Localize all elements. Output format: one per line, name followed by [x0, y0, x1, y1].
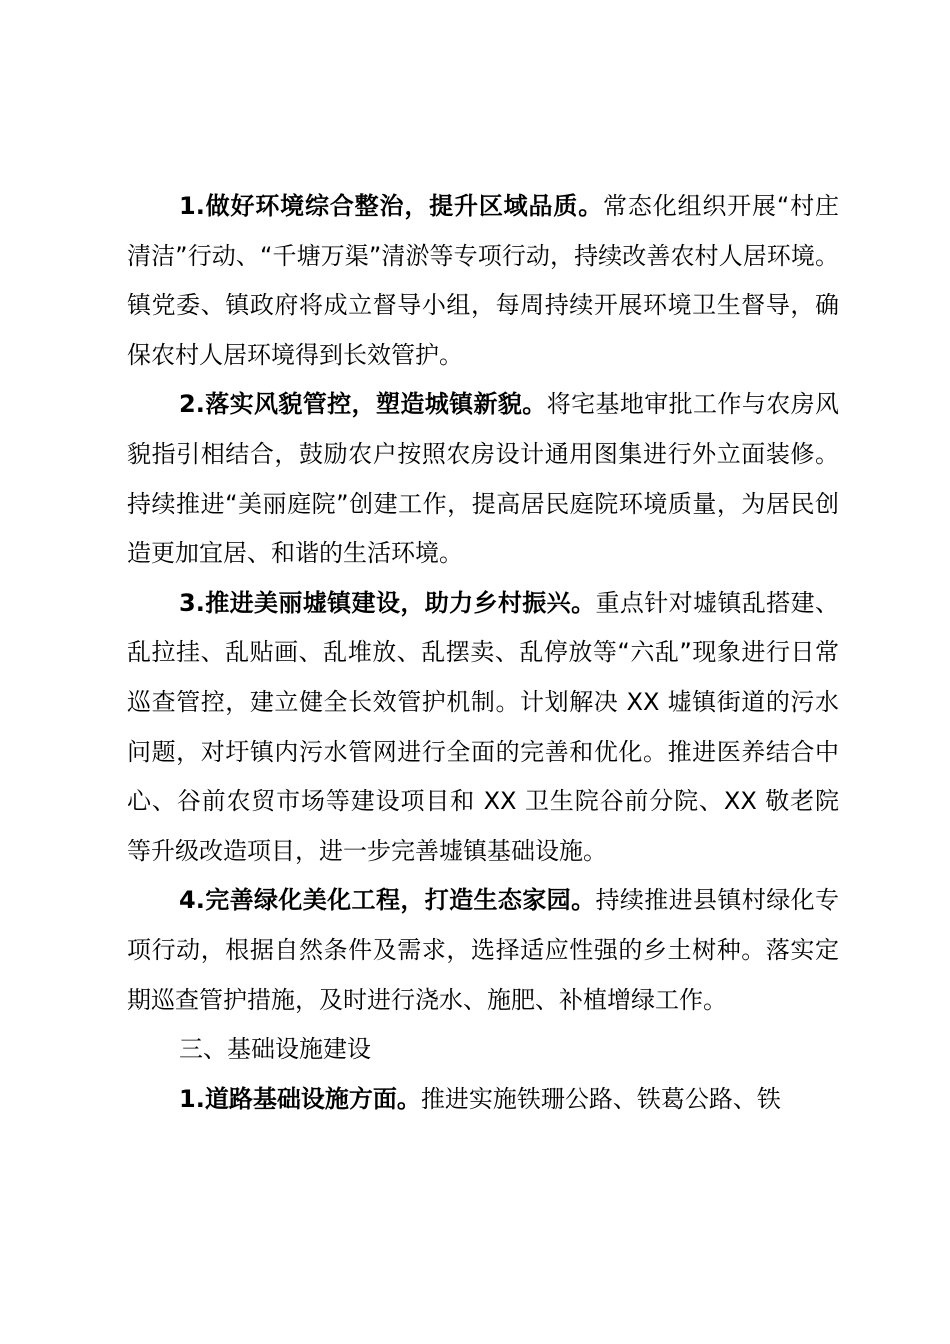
section-heading: 三、基础设施建设: [179, 1035, 371, 1064]
paragraph-lead: 3.推进美丽墟镇建设，助力乡村振兴。: [179, 588, 596, 617]
paragraph-body: 常态化组织开展“村庄清洁”行动、“千塘万渠”清淤等专项行动，持续改善农村人居环境。镇党委、镇政府将成立督导小组，每周持续开展环境卫生督导，确保农村人居环境得到长效管护。: [127, 192, 839, 369]
paragraph-body: 将宅基地审批工作与农房风貌指引相结合，鼓励农户按照农房设计通用图集进行外立面装修。持续推进“美丽庭院”创建工作，提高居民庭院环境质量，为居民创造更加宜居、和谐的生活环境。: [127, 390, 839, 568]
paragraph-greening: [127, 876, 839, 1025]
paragraph-lead: 2.落实风貌管控，塑造城镇新貌。: [179, 390, 547, 419]
paragraph-road-infrastructure: [127, 1075, 839, 1125]
paragraph-body: 重点针对墟镇乱搭建、乱拉挂、乱贴画、乱堆放、乱摆卖、乱停放等“六乱”现象进行日常巡查管控，建立健全长效管护机制。计划解决 XX 墟镇街道的污水问题，对圩镇内污水管网进行全面的完善和优化。推进医养结合中心、谷前农贸市场等建设项目和 XX 卫生院谷前分院、XX 敬老院等升级改造项目，进一步完善墟镇基础设施。: [127, 588, 839, 865]
document-page: [127, 182, 839, 1124]
paragraph-lead: 1.道路基础设施方面。: [179, 1084, 421, 1113]
paragraph-style-control: [127, 380, 839, 578]
paragraph-town-construction: [127, 579, 839, 877]
paragraph-lead: 4.完善绿化美化工程，打造生态家园。: [179, 886, 596, 915]
paragraph-body: 推进实施铁珊公路、铁葛公路、铁: [420, 1084, 781, 1113]
paragraph-body: 持续推进县镇村绿化专项行动，根据自然条件及需求，选择适应性强的乡土树种。落实定期巡查管护措施，及时进行浇水、施肥、补植增绿工作。: [127, 886, 839, 1014]
paragraph-environment: [127, 182, 839, 380]
paragraph-lead: 1.做好环境综合整治，提升区域品质。: [179, 192, 604, 220]
